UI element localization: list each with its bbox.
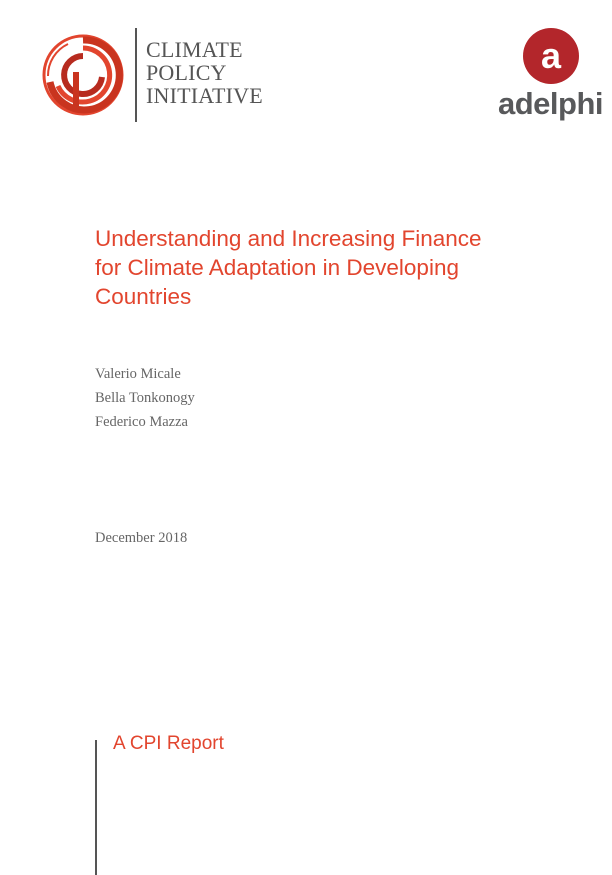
cpi-logo-divider	[135, 28, 137, 122]
cpi-wordmark-line-2: POLICY	[146, 60, 227, 85]
adelphi-glyph: a	[540, 35, 562, 76]
cpi-wordmark-line-1: CLIMATE	[146, 37, 243, 62]
author-name: Bella Tonkonogy	[95, 390, 195, 406]
adelphi-wordmark: adelphi	[498, 86, 604, 121]
cpi-spiral-icon	[40, 32, 126, 118]
cpi-wordmark-line-3: INITIATIVE	[146, 83, 263, 108]
author-list	[95, 362, 195, 434]
report-type-label: A CPI Report	[113, 733, 224, 754]
document-title	[95, 224, 525, 311]
adelphi-a-icon	[523, 28, 579, 84]
report-vertical-rule	[95, 740, 97, 875]
publication-date: December 2018	[95, 530, 188, 546]
cpi-wordmark	[146, 38, 263, 107]
author-name: Federico Mazza	[95, 414, 188, 430]
title-line-2: for Climate Adaptation in Developing	[95, 255, 459, 280]
title-line-1: Understanding and Increasing Finance	[95, 226, 482, 251]
adelphi-logo	[498, 28, 608, 128]
title-line-3: Countries	[95, 284, 192, 309]
cpi-logo	[40, 26, 280, 126]
author-name: Valerio Micale	[95, 366, 181, 382]
